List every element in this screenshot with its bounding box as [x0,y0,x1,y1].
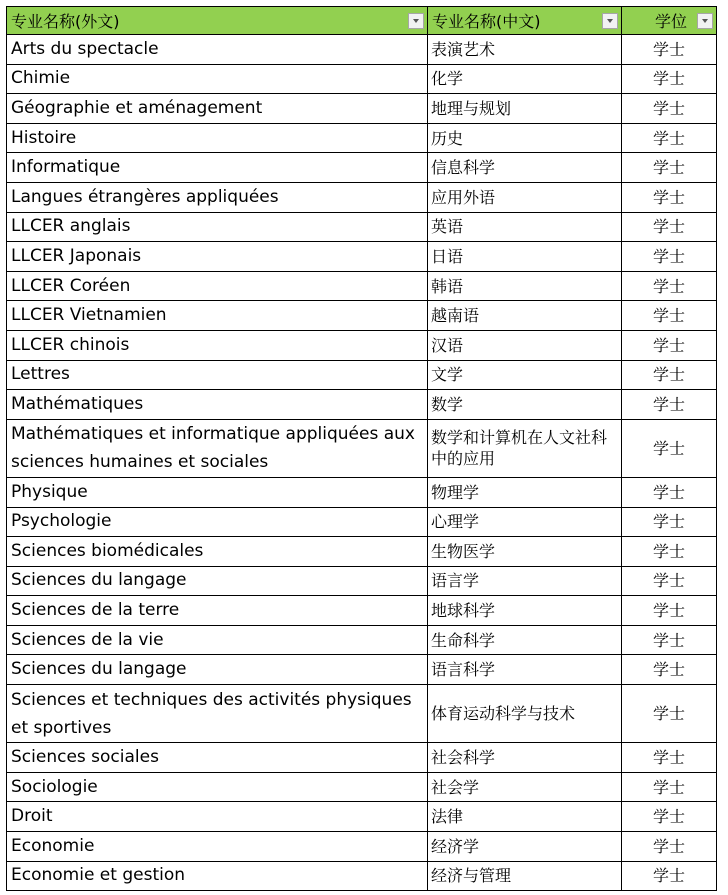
foreign-name-cell[interactable]: Economie [7,832,428,862]
header-chinese-name-label: 专业名称(中文) [432,12,541,31]
chinese-name-cell[interactable]: 历史 [428,123,622,153]
chinese-name-cell[interactable]: 文学 [428,360,622,390]
foreign-name-cell[interactable]: LLCER chinois [7,330,428,360]
degree-cell[interactable]: 学士 [622,772,717,802]
chinese-name-cell[interactable]: 体育运动科学与技术 [428,685,622,743]
chinese-name-cell[interactable]: 法律 [428,802,622,832]
degree-cell[interactable]: 学士 [622,507,717,537]
degree-cell[interactable]: 学士 [622,477,717,507]
degree-cell[interactable]: 学士 [622,802,717,832]
degree-cell[interactable]: 学士 [622,301,717,331]
chinese-name-cell[interactable]: 地球科学 [428,596,622,626]
degree-cell[interactable]: 学士 [622,685,717,743]
degree-cell[interactable]: 学士 [622,182,717,212]
table-row [7,212,717,242]
table-row [7,625,717,655]
foreign-name-cell[interactable]: LLCER Japonais [7,242,428,272]
table-row [7,507,717,537]
chinese-name-cell[interactable]: 英语 [428,212,622,242]
degree-cell[interactable]: 学士 [622,832,717,862]
foreign-name-cell[interactable]: Sciences sociales [7,743,428,773]
header-foreign-name[interactable] [7,7,428,35]
table-row [7,772,717,802]
degree-cell[interactable]: 学士 [622,743,717,773]
foreign-name-cell[interactable]: Sciences du langage [7,566,428,596]
chinese-name-cell[interactable]: 表演艺术 [428,35,622,65]
table-row [7,123,717,153]
degree-cell[interactable]: 学士 [622,655,717,685]
header-row [7,7,717,35]
foreign-name-cell[interactable]: LLCER Vietnamien [7,301,428,331]
degree-cell[interactable]: 学士 [622,360,717,390]
table-row [7,360,717,390]
table-row [7,390,717,420]
table-row [7,301,717,331]
degree-cell[interactable]: 学士 [622,153,717,183]
chinese-name-cell[interactable]: 语言学 [428,566,622,596]
foreign-name-cell[interactable]: Sciences et techniques des activités physiques et sportives [7,685,428,743]
foreign-name-cell[interactable]: Economie et gestion [7,861,428,891]
table-row [7,477,717,507]
filter-dropdown-icon[interactable] [408,13,424,29]
chinese-name-cell[interactable]: 经济学 [428,832,622,862]
table-row [7,64,717,94]
degree-cell[interactable]: 学士 [622,861,717,891]
chinese-name-cell[interactable]: 日语 [428,242,622,272]
degree-cell[interactable]: 学士 [622,625,717,655]
chinese-name-cell[interactable]: 经济与管理 [428,861,622,891]
degree-cell[interactable]: 学士 [622,419,717,477]
foreign-name-cell[interactable]: Lettres [7,360,428,390]
chinese-name-cell[interactable]: 心理学 [428,507,622,537]
degree-cell[interactable]: 学士 [622,35,717,65]
table-row [7,743,717,773]
foreign-name-cell[interactable]: Géographie et aménagement [7,94,428,124]
chinese-name-cell[interactable]: 数学和计算机在人文社科中的应用 [428,419,622,477]
table-row [7,537,717,567]
foreign-name-cell[interactable]: LLCER anglais [7,212,428,242]
chinese-name-cell[interactable]: 地理与规划 [428,94,622,124]
degree-cell[interactable]: 学士 [622,596,717,626]
chinese-name-cell[interactable]: 数学 [428,390,622,420]
chinese-name-cell[interactable]: 生命科学 [428,625,622,655]
header-chinese-name[interactable] [428,7,622,35]
degree-cell[interactable]: 学士 [622,390,717,420]
table-row [7,802,717,832]
foreign-name-cell[interactable]: Sciences du langage [7,655,428,685]
degree-cell[interactable]: 学士 [622,123,717,153]
degree-cell[interactable]: 学士 [622,330,717,360]
table-row [7,566,717,596]
degree-cell[interactable]: 学士 [622,271,717,301]
table-row [7,94,717,124]
table-row [7,655,717,685]
degree-cell[interactable]: 学士 [622,566,717,596]
chinese-name-cell[interactable]: 语言科学 [428,655,622,685]
header-degree[interactable] [622,7,717,35]
majors-table [6,6,717,891]
chinese-name-cell[interactable]: 越南语 [428,301,622,331]
foreign-name-cell[interactable]: Langues étrangères appliquées [7,182,428,212]
foreign-name-cell[interactable]: Sciences de la terre [7,596,428,626]
chinese-name-cell[interactable]: 社会科学 [428,743,622,773]
chinese-name-cell[interactable]: 物理学 [428,477,622,507]
table-row [7,596,717,626]
table-row [7,242,717,272]
foreign-name-cell[interactable]: Droit [7,802,428,832]
table-row [7,685,717,743]
degree-cell[interactable]: 学士 [622,64,717,94]
table-row [7,182,717,212]
degree-cell[interactable]: 学士 [622,242,717,272]
foreign-name-cell[interactable]: Mathématiques [7,390,428,420]
foreign-name-cell[interactable]: Mathématiques et informatique appliquées aux sciences humaines et sociales [7,419,428,477]
table-row [7,330,717,360]
header-foreign-name-label: 专业名称(外文) [11,12,120,31]
chinese-name-cell[interactable]: 汉语 [428,330,622,360]
foreign-name-cell[interactable]: Sciences de la vie [7,625,428,655]
filter-dropdown-icon[interactable] [697,13,713,29]
foreign-name-cell[interactable]: Chimie [7,64,428,94]
foreign-name-cell[interactable]: LLCER Coréen [7,271,428,301]
table-row [7,861,717,891]
chinese-name-cell[interactable]: 韩语 [428,271,622,301]
chinese-name-cell[interactable]: 信息科学 [428,153,622,183]
chinese-name-cell[interactable]: 化学 [428,64,622,94]
table-row [7,271,717,301]
chinese-name-cell[interactable]: 应用外语 [428,182,622,212]
foreign-name-cell[interactable]: Sciences biomédicales [7,537,428,567]
foreign-name-cell[interactable]: Psychologie [7,507,428,537]
chinese-name-cell[interactable]: 社会学 [428,772,622,802]
foreign-name-cell[interactable]: Physique [7,477,428,507]
foreign-name-cell[interactable]: Sociologie [7,772,428,802]
table-row [7,832,717,862]
degree-cell[interactable]: 学士 [622,94,717,124]
degree-cell[interactable]: 学士 [622,537,717,567]
filter-dropdown-icon[interactable] [602,13,618,29]
foreign-name-cell[interactable]: Arts du spectacle [7,35,428,65]
foreign-name-cell[interactable]: Histoire [7,123,428,153]
degree-cell[interactable]: 学士 [622,212,717,242]
table-row [7,35,717,65]
table-row [7,419,717,477]
foreign-name-cell[interactable]: Informatique [7,153,428,183]
table-row [7,153,717,183]
chinese-name-cell[interactable]: 生物医学 [428,537,622,567]
header-degree-label: 学位 [654,12,687,31]
